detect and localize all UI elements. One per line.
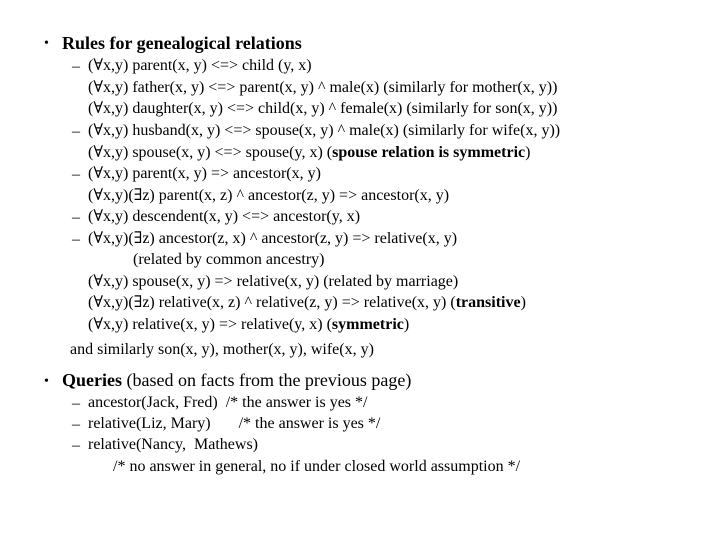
rule-text: (∀x,y) relative(x, y) => relative(y, x) ( xyxy=(88,316,332,333)
dash-marker: – xyxy=(72,395,80,412)
rule-relative-symmetric xyxy=(88,317,409,333)
rule-ancestor-recursive: (∀x,y)(∃z) parent(x, z) ^ ancestor(z, y) => ancestor(x, y) xyxy=(88,187,450,204)
rule-emphasis: symmetric xyxy=(331,316,404,333)
rule-note-common-ancestry: (related by common ancestry) xyxy=(133,251,325,268)
dash-marker: – xyxy=(72,123,80,140)
rule-text: ) xyxy=(403,316,410,333)
query-relative-liz: relative(Liz, Mary) /* the answer is yes */ xyxy=(88,415,381,432)
rule-descendent: (∀x,y) descendent(x, y) <=> ancestor(y, x) xyxy=(88,208,361,225)
query-ancestor: ancestor(Jack, Fred) /* the answer is yes */ xyxy=(88,394,368,411)
rule-emphasis: spouse relation is symmetric xyxy=(332,144,526,161)
rule-daughter: (∀x,y) daughter(x, y) <=> child(x, y) ^ female(x) (similarly for son(x, y)) xyxy=(88,100,558,117)
bullet-2: • xyxy=(44,374,49,389)
dash-marker: – xyxy=(72,209,80,226)
rule-parent-child: (∀x,y) parent(x, y) <=> child (y, x) xyxy=(88,57,312,74)
rule-spouse-symmetric xyxy=(88,145,530,161)
section-heading-queries xyxy=(62,371,411,389)
rule-text: ) xyxy=(520,294,526,311)
rule-parent-ancestor: (∀x,y) parent(x, y) => ancestor(x, y) xyxy=(88,165,321,182)
rule-husband: (∀x,y) husband(x, y) <=> spouse(x, y) ^ male(x) (similarly for wife(x, y)) xyxy=(88,122,561,139)
bullet-1: • xyxy=(44,36,49,51)
section-heading-rules: Rules for genealogical relations xyxy=(62,33,302,53)
dash-marker: – xyxy=(72,58,80,75)
heading-emphasis: Queries xyxy=(62,370,122,390)
heading-text: (based on facts from the previous page) xyxy=(122,370,412,390)
query-note-closed-world: /* no answer in general, no if under closed world assumption */ xyxy=(113,458,521,475)
rule-relative-ancestry: (∀x,y)(∃z) ancestor(z, x) ^ ancestor(z, y) => relative(x, y) xyxy=(88,230,458,247)
query-relative-nancy: relative(Nancy, Mathews) xyxy=(88,436,258,453)
rule-text: ) xyxy=(525,144,531,161)
dash-marker: – xyxy=(72,437,80,454)
rule-father: (∀x,y) father(x, y) <=> parent(x, y) ^ male(x) (similarly for mother(x, y)) xyxy=(88,79,558,96)
rule-emphasis: transitive xyxy=(455,294,521,311)
rule-relative-transitive xyxy=(88,295,526,311)
rules-footer: and similarly son(x, y), mother(x, y), wife(x, y) xyxy=(70,341,374,358)
dash-marker: – xyxy=(72,166,80,183)
rule-text: (∀x,y)(∃z) relative(x, z) ^ relative(z, y) => relative(x, y) ( xyxy=(88,294,456,311)
dash-marker: – xyxy=(72,416,80,433)
rule-text: (∀x,y) spouse(x, y) <=> spouse(y, x) ( xyxy=(88,144,333,161)
dash-marker: – xyxy=(72,231,80,248)
rule-relative-marriage: (∀x,y) spouse(x, y) => relative(x, y) (related by marriage) xyxy=(88,273,459,290)
